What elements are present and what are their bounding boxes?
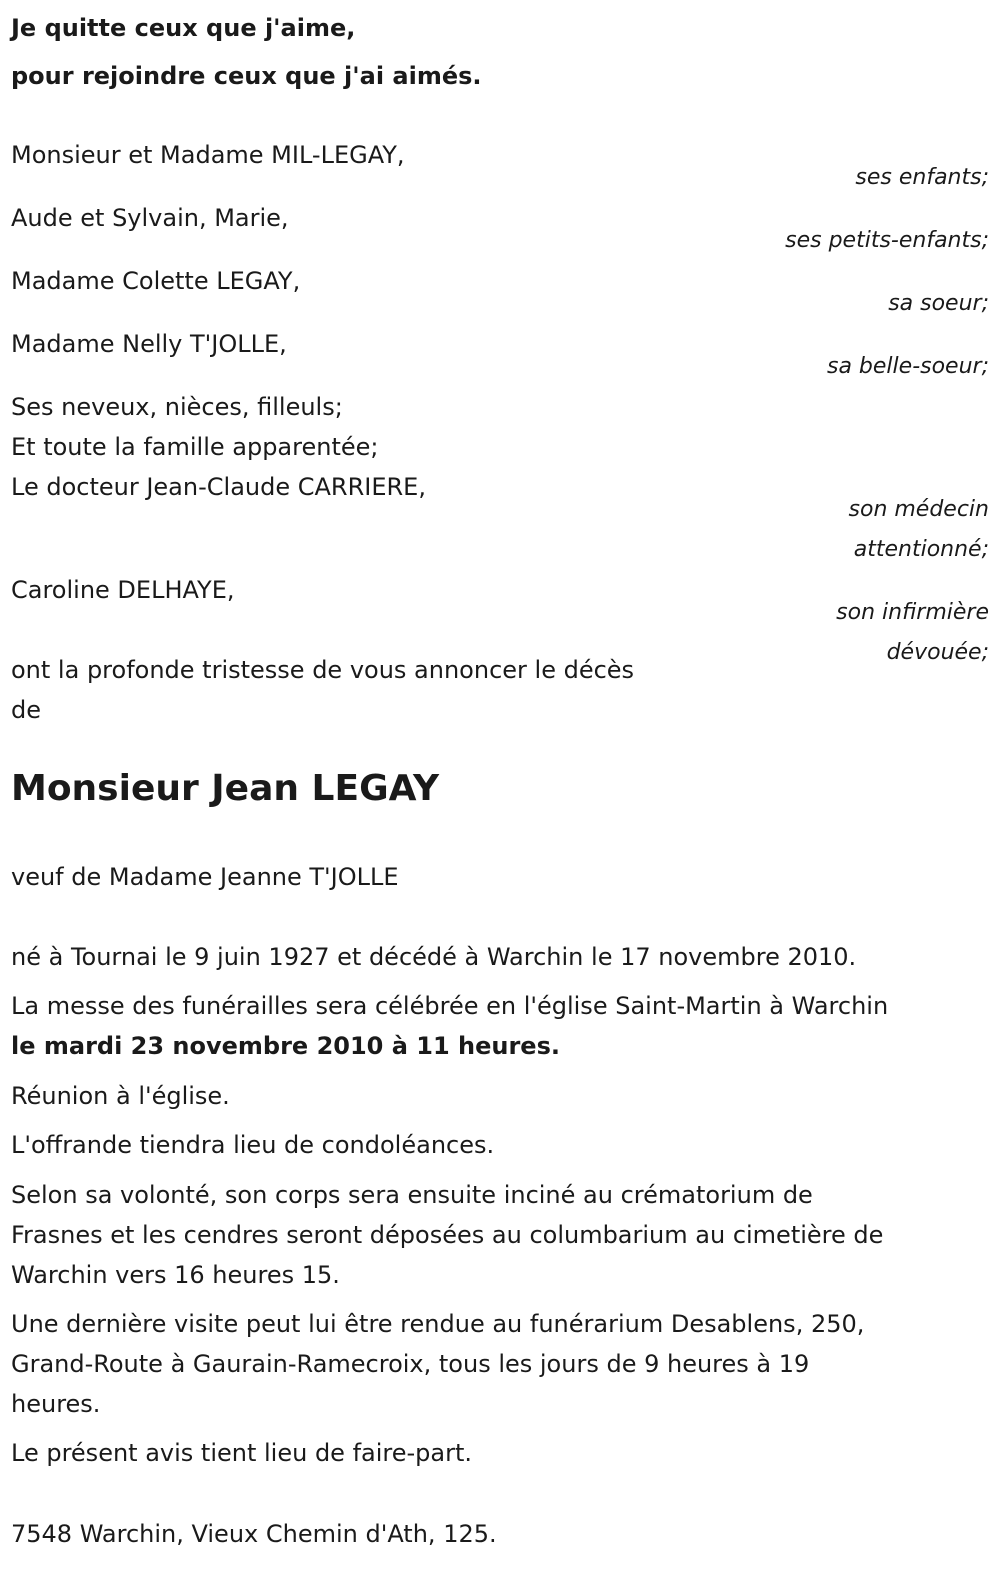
- epigraph-line-2: pour rejoindre ceux que j'ai aimés.: [11, 62, 482, 90]
- notice: Le présent avis tient lieu de faire-part.: [11, 1439, 473, 1467]
- doctor-relation-line-2: attentionné;: [853, 537, 989, 562]
- widower-of: veuf de Madame Jeanne T'JOLLE: [11, 863, 399, 891]
- birth-death: né à Tournai le 9 juin 1927 et décédé à Warchin le 17 novembre 2010.: [11, 943, 857, 971]
- doctor-relation-line-1: son médecin: [848, 497, 989, 522]
- reunion: Réunion à l'église.: [11, 1082, 230, 1110]
- family-member-relation: sa belle-soeur;: [827, 354, 989, 379]
- family-member-name: Madame Nelly T'JOLLE,: [11, 330, 287, 358]
- visit-line-3: heures.: [11, 1390, 101, 1418]
- visit-line-1: Une dernière visite peut lui être rendue au funérarium Desablens, 250,: [11, 1310, 865, 1338]
- others-line-3: Le docteur Jean-Claude CARRIERE,: [11, 473, 426, 501]
- offering: L'offrande tiendra lieu de condoléances.: [11, 1131, 495, 1159]
- mass-line-1: La messe des funérailles sera célébrée en l'église Saint-Martin à Warchin: [11, 992, 889, 1020]
- family-member-name: Madame Colette LEGAY,: [11, 267, 301, 295]
- family-member-relation: ses enfants;: [855, 165, 989, 190]
- nurse-name: Caroline DELHAYE,: [11, 576, 235, 604]
- cremation-line-3: Warchin vers 16 heures 15.: [11, 1261, 340, 1289]
- announcement-line-2: de: [11, 696, 41, 724]
- others-line-1: Ses neveux, nièces, filleuls;: [11, 393, 343, 421]
- deceased-name: Monsieur Jean LEGAY: [11, 768, 440, 809]
- family-member-name: Monsieur et Madame MIL-LEGAY,: [11, 141, 405, 169]
- family-member-relation: ses petits-enfants;: [785, 228, 989, 253]
- visit-line-2: Grand-Route à Gaurain-Ramecroix, tous les jours de 9 heures à 19: [11, 1350, 810, 1378]
- family-member-relation: sa soeur;: [888, 291, 989, 316]
- mass-date: le mardi 23 novembre 2010 à 11 heures.: [11, 1032, 560, 1060]
- nurse-relation-line-2: dévouée;: [886, 640, 989, 665]
- announcement-line-1: ont la profonde tristesse de vous annoncer le décès: [11, 656, 635, 684]
- nurse-relation-line-1: son infirmière: [836, 600, 989, 625]
- cremation-line-2: Frasnes et les cendres seront déposées au columbarium au cimetière de: [11, 1221, 884, 1249]
- others-line-2: Et toute la famille apparentée;: [11, 433, 379, 461]
- family-member-name: Aude et Sylvain, Marie,: [11, 204, 289, 232]
- epigraph-line-1: Je quitte ceux que j'aime,: [11, 14, 356, 42]
- address: 7548 Warchin, Vieux Chemin d'Ath, 125.: [11, 1520, 497, 1548]
- cremation-line-1: Selon sa volonté, son corps sera ensuite inciné au crématorium de: [11, 1181, 813, 1209]
